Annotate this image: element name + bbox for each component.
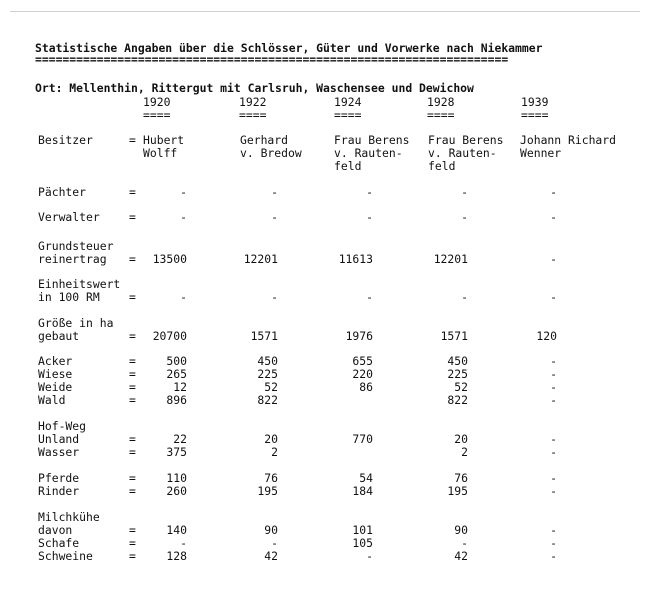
table-cell: -	[461, 210, 468, 224]
table-cell: 225	[257, 367, 278, 381]
row-label: Einheitswert	[38, 277, 121, 291]
owner-line1: Johann Richard	[520, 133, 617, 147]
table-cell: 120	[536, 329, 557, 343]
table-cell: 12201	[243, 252, 278, 266]
table-cell: -	[550, 445, 557, 459]
row-label: Wasser	[38, 445, 80, 459]
table-cell: 12	[173, 380, 187, 394]
table-cell: 20	[264, 432, 278, 446]
owner-line1: Frau Berens	[334, 133, 410, 147]
table-cell: 225	[447, 367, 468, 381]
table-cell: 896	[166, 393, 187, 407]
equals-sign: =	[129, 329, 136, 343]
table-cell: -	[461, 290, 468, 304]
table-cell: 20	[454, 432, 468, 446]
table-cell: -	[550, 185, 557, 199]
table-cell: 101	[352, 523, 373, 537]
year-heading: 1939	[521, 95, 549, 109]
year-heading: 1922	[239, 95, 267, 109]
equals-sign: =	[129, 354, 136, 368]
equals-sign: =	[129, 471, 136, 485]
row-label: Unland	[38, 432, 80, 446]
table-cell: -	[550, 380, 557, 394]
table-cell: 500	[166, 354, 187, 368]
row-label: Pferde	[38, 471, 80, 485]
equals-sign: =	[129, 536, 136, 550]
owner-line2: Wolff	[143, 146, 178, 160]
table-cell: 140	[166, 523, 187, 537]
table-cell: -	[550, 432, 557, 446]
table-cell: 450	[447, 354, 468, 368]
table-cell: 375	[166, 445, 187, 459]
table-cell: -	[550, 252, 557, 266]
table-cell: -	[180, 536, 187, 550]
table-cell: 1571	[440, 329, 468, 343]
table-cell: 54	[359, 471, 373, 485]
table-cell: -	[271, 536, 278, 550]
table-cell: -	[180, 210, 187, 224]
table-cell: -	[366, 185, 373, 199]
year-heading: 1920	[143, 95, 171, 109]
row-label: Schafe	[38, 536, 80, 550]
row-label: Weide	[38, 380, 73, 394]
table-cell: 1571	[250, 329, 278, 343]
row-label-line2: in 100 RM	[38, 290, 100, 304]
table-cell: 105	[352, 536, 373, 550]
table-cell: 450	[257, 354, 278, 368]
table-cell: 1976	[345, 329, 373, 343]
table-cell: 265	[166, 367, 187, 381]
table-cell: -	[550, 290, 557, 304]
table-cell: 90	[264, 523, 278, 537]
table-cell: 2	[271, 445, 278, 459]
table-cell: -	[366, 210, 373, 224]
row-label: Größe in ha	[38, 316, 114, 330]
title-underline: =====================================================================	[35, 52, 509, 66]
table-cell: 86	[359, 380, 373, 394]
row-label-line2: gebaut	[38, 329, 80, 343]
year-heading: 1928	[427, 95, 455, 109]
table-cell: 42	[264, 549, 278, 563]
table-cell: 11613	[338, 252, 373, 266]
table-cell: -	[550, 367, 557, 381]
row-label: Acker	[38, 354, 73, 368]
row-label: Verwalter	[38, 210, 100, 224]
owner-line3: feld	[334, 159, 362, 173]
equals-sign: =	[129, 432, 136, 446]
table-cell: -	[550, 536, 557, 550]
equals-sign: =	[129, 445, 136, 459]
table-cell: -	[180, 185, 187, 199]
table-cell: 20700	[152, 329, 187, 343]
table-cell: -	[550, 393, 557, 407]
table-cell: -	[461, 536, 468, 550]
table-cell: 13500	[152, 252, 187, 266]
equals-sign: =	[129, 549, 136, 563]
owner-line2: v. Rauten-	[334, 146, 403, 160]
table-cell: -	[550, 354, 557, 368]
table-cell: -	[180, 290, 187, 304]
owner-line1: Gerhard	[240, 133, 289, 147]
table-cell: -	[271, 185, 278, 199]
table-cell: 76	[264, 471, 278, 485]
year-heading: 1924	[334, 95, 362, 109]
year-underline: ====	[427, 108, 455, 122]
table-cell: -	[461, 185, 468, 199]
table-cell: 822	[447, 393, 468, 407]
table-cell: 260	[166, 484, 187, 498]
table-cell: -	[271, 210, 278, 224]
row-label: Milchkühe	[38, 510, 100, 524]
year-underline: ====	[143, 108, 171, 122]
owner-line2: Wenner	[520, 146, 562, 160]
table-cell: 655	[352, 354, 373, 368]
table-cell: 2	[461, 445, 468, 459]
table-cell: 195	[257, 484, 278, 498]
table-cell: 90	[454, 523, 468, 537]
table-cell: 110	[166, 471, 187, 485]
row-label: Hof-Weg	[38, 419, 87, 433]
table-cell: 42	[454, 549, 468, 563]
document-title: Statistische Angaben über die Schlösser, Güter und Vorwerke nach Niekammer	[35, 41, 543, 55]
equals-sign: =	[129, 393, 136, 407]
equals-sign: =	[129, 185, 136, 199]
year-underline: ====	[521, 108, 549, 122]
table-cell: 12201	[433, 252, 468, 266]
table-cell: 770	[352, 432, 373, 446]
table-cell: -	[550, 549, 557, 563]
table-cell: 52	[264, 380, 278, 394]
year-underline: ====	[334, 108, 362, 122]
table-cell: -	[550, 471, 557, 485]
owner-line2: v. Rauten-	[428, 146, 497, 160]
equals-sign: =	[129, 290, 136, 304]
row-label: Wiese	[38, 367, 73, 381]
equals-sign: =	[129, 523, 136, 537]
row-label: Rinder	[38, 484, 80, 498]
row-label: Schweine	[38, 549, 93, 563]
row-label-line2: reinertrag	[38, 252, 107, 266]
equals-sign: =	[129, 367, 136, 381]
table-cell: 822	[257, 393, 278, 407]
table-cell: 76	[454, 471, 468, 485]
equals-sign: =	[129, 484, 136, 498]
equals-sign: =	[129, 252, 136, 266]
table-cell: -	[366, 549, 373, 563]
table-cell: 220	[352, 367, 373, 381]
row-label: Grundsteuer	[38, 239, 114, 253]
table-cell: -	[550, 523, 557, 537]
table-cell: -	[550, 484, 557, 498]
row-label: davon	[38, 523, 73, 537]
row-label: Wald	[38, 393, 66, 407]
table-cell: 128	[166, 549, 187, 563]
owner-line1: Frau Berens	[428, 133, 504, 147]
location-line: Ort: Mellenthin, Rittergut mit Carlsruh, Waschensee und Dewichow	[35, 81, 474, 95]
table-cell: -	[366, 290, 373, 304]
table-cell: -	[550, 210, 557, 224]
table-cell: 195	[447, 484, 468, 498]
year-underline: ====	[239, 108, 267, 122]
table-cell: 184	[352, 484, 373, 498]
table-cell: -	[271, 290, 278, 304]
owner-line1: Hubert	[143, 133, 185, 147]
row-label-besitzer: Besitzer	[38, 133, 93, 147]
table-cell: 52	[454, 380, 468, 394]
top-rule	[10, 11, 640, 12]
owner-line3: feld	[428, 159, 456, 173]
equals-sign: =	[129, 133, 136, 147]
equals-sign: =	[129, 210, 136, 224]
row-label: Pächter	[38, 185, 87, 199]
equals-sign: =	[129, 380, 136, 394]
table-cell: 22	[173, 432, 187, 446]
owner-line2: v. Bredow	[240, 146, 302, 160]
